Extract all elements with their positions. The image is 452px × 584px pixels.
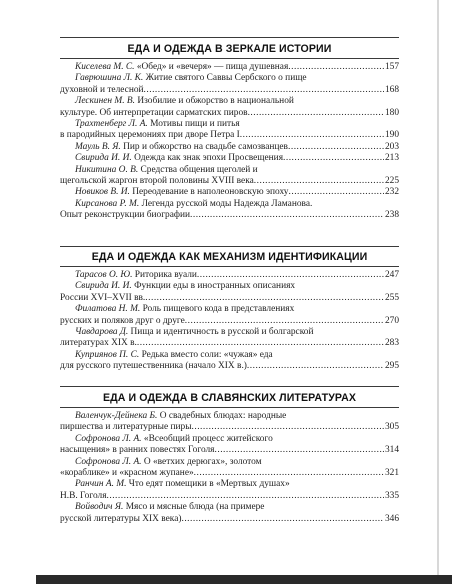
toc-entry[interactable]	[60, 73, 399, 96]
leader-dots	[240, 130, 384, 141]
entry-title-line: Функции еды в иностранных описаниях	[134, 281, 296, 292]
entry-title-line: русских и поляков друг о друге	[60, 315, 185, 326]
entry-author: Лескинен М. В.	[75, 96, 135, 107]
entry-title-line: Средства общения щеголей и	[140, 164, 258, 175]
scan-bottom-band	[36, 575, 452, 584]
leader-dots	[288, 62, 384, 73]
entry-page: 190	[384, 130, 399, 141]
entry-page: 225	[384, 176, 399, 187]
leader-dots	[197, 270, 384, 281]
leader-dots	[289, 187, 384, 198]
entry-title-line: Риторика вуали	[134, 270, 197, 280]
entry-title-line: Пир и обжорство на свадьбе самозванцев	[123, 141, 288, 152]
entry-author: Гаврюшина Л. К.	[75, 73, 144, 84]
toc-section	[60, 386, 399, 525]
toc-entry[interactable]	[60, 270, 399, 281]
section-title: ЕДА И ОДЕЖДА В СЛАВЯНСКИХ ЛИТЕРАТУРАХ	[102, 392, 357, 404]
toc-entry[interactable]	[60, 304, 399, 327]
entry-title-line: Редька вместо соли: «чужая» еда	[141, 349, 273, 360]
toc-section	[60, 43, 399, 222]
toc-entry[interactable]	[60, 142, 399, 153]
entry-page: 283	[384, 338, 399, 349]
toc-entry[interactable]	[60, 502, 399, 525]
entry-page: 270	[384, 315, 399, 326]
toc-entry[interactable]	[60, 457, 399, 480]
entry-title-line: насыщения» в ранних повестях Гоголя	[60, 445, 215, 456]
entry-page: 180	[384, 107, 399, 118]
entry-title-line: «Всеобщий процесс житейского	[143, 433, 273, 444]
entry-author: Киселева М. С.	[75, 62, 135, 72]
entry-author: Софронова Л. А.	[75, 433, 142, 444]
toc-entry[interactable]	[60, 411, 399, 434]
entry-page: 232	[384, 187, 399, 198]
toc-entry[interactable]	[60, 153, 399, 164]
top-rule	[60, 37, 399, 38]
toc-entry[interactable]	[60, 479, 399, 502]
leader-dots	[190, 210, 384, 221]
leader-dots	[283, 153, 384, 164]
entry-author: Свирида И. И.	[75, 281, 132, 292]
entry-title-line: Н.В. Гоголя	[60, 490, 107, 501]
entry-author: Филатова Н. М.	[75, 304, 141, 315]
entry-page: 314	[384, 445, 399, 456]
entry-page: 321	[384, 468, 399, 479]
entry-author: Тарасов О. Ю.	[75, 270, 133, 280]
toc-entry[interactable]	[60, 434, 399, 457]
leader-dots	[248, 108, 384, 119]
leader-dots	[194, 468, 384, 479]
entry-author: Войводич Я.	[75, 502, 124, 513]
entry-title-line: в пародийных церемониях при дворе Петра I	[60, 130, 240, 141]
entry-title-line: Легенда русской моды Надежда Ламанова.	[141, 198, 313, 209]
entry-title-line: пиршества и литературные пиры	[60, 422, 192, 433]
leader-dots	[107, 491, 384, 502]
leader-dots	[288, 142, 384, 153]
toc-section	[60, 246, 399, 373]
toc-entry[interactable]	[60, 327, 399, 350]
entry-title-line: О «ветхих дерюгах», золотом	[143, 456, 262, 467]
entry-title-line: щегольской жаргон второй половины XVIII века	[60, 176, 254, 187]
entry-author: Никитина О. В.	[75, 164, 139, 175]
entry-title-line: Мотивы пищи и питья	[150, 119, 240, 130]
entry-title-line: Пища и идентичность в русской и болгарской	[130, 327, 314, 338]
toc-entry[interactable]	[60, 199, 399, 222]
entry-author: Ранчин А. М.	[75, 479, 127, 490]
entry-author: Мауль В. Я.	[75, 141, 121, 152]
toc-entry[interactable]	[60, 165, 399, 188]
entry-title-line: литературах XIX в.	[60, 338, 137, 349]
entry-author: Чавдарова Д.	[75, 327, 129, 338]
section-rule	[60, 407, 399, 408]
toc-entry[interactable]	[60, 119, 399, 142]
entry-title-line: Изобилие и обжорство в национальной	[137, 96, 294, 107]
entry-author: Куприянов П. С.	[75, 349, 140, 360]
entry-title-line: для русского путешественника (начало XIX в.)	[60, 361, 247, 372]
entry-title-line: духовной и телесной	[60, 84, 144, 95]
section-title: ЕДА И ОДЕЖДА КАК МЕХАНИЗМ ИДЕНТИФИКАЦИИ	[91, 251, 368, 263]
entry-title-line: русской литературы XIX века)	[60, 513, 182, 524]
entry-page: 247	[384, 270, 399, 280]
entry-page: 238	[384, 210, 399, 221]
entry-page: 295	[384, 361, 399, 372]
leader-dots	[181, 514, 383, 525]
section-rule	[60, 58, 399, 59]
leader-dots	[247, 361, 384, 372]
entry-author: Валенчук-Дейнека Б.	[75, 411, 158, 421]
entry-page: 213	[384, 153, 399, 164]
entry-page: 335	[384, 490, 399, 501]
entry-page: 203	[384, 141, 399, 152]
entry-author: Свирида И. И.	[75, 153, 132, 164]
entry-page: 168	[384, 84, 399, 95]
entry-page: 346	[384, 513, 399, 524]
entry-page: 157	[384, 62, 399, 72]
entry-title-line: О свадебных блюдах: народные	[159, 411, 287, 421]
toc-entry[interactable]	[60, 96, 399, 119]
entry-title-line: Мясо и мясные блюда (на примере	[125, 502, 265, 513]
page-edge-shadow	[437, 0, 439, 584]
toc-entry[interactable]	[60, 350, 399, 373]
entry-title-line: «Обед» и «вечеря» — пища душевная	[136, 62, 289, 72]
entry-title-line: Что едят помещики в «Мертвых душах»	[128, 479, 290, 490]
leader-dots	[215, 445, 384, 456]
entry-author: Трахтенберг Л. А.	[75, 119, 148, 130]
toc-entry[interactable]	[60, 281, 399, 304]
entry-title-line: Опыт реконструкции биографии	[60, 210, 191, 221]
entry-title-line: культуре. Об интерпретации сарматских пиров	[60, 107, 248, 118]
entry-author: Софронова Л. А.	[75, 456, 142, 467]
leader-dots	[145, 293, 384, 304]
section-rule	[60, 266, 399, 267]
entry-title-line: Одежда как знак эпохи Просвещения	[134, 153, 284, 164]
toc-entry[interactable]	[60, 187, 399, 198]
section-rule	[60, 386, 399, 387]
leader-dots	[254, 176, 384, 187]
entry-author: Кирсанова Р. М.	[75, 198, 140, 209]
section-rule	[60, 246, 399, 247]
leader-dots	[137, 338, 384, 349]
entry-title-line: Житие святого Саввы Сербского о пище	[145, 73, 307, 84]
toc-entry[interactable]	[60, 62, 399, 73]
entry-author: Новиков В. И.	[75, 187, 130, 198]
entry-page: 305	[384, 422, 399, 433]
entry-title-line: России XVI–XVII вв.	[60, 292, 146, 303]
section-title: ЕДА И ОДЕЖДА В ЗЕРКАЛЕ ИСТОРИИ	[127, 43, 332, 55]
leader-dots	[144, 85, 384, 96]
leader-dots	[192, 422, 384, 433]
entry-title-line: Переодевание в наполеоновскую эпоху	[132, 187, 289, 198]
entry-title-line: Роль пищевого кода в представлениях	[142, 304, 295, 315]
entry-page: 255	[384, 292, 399, 303]
entry-title-line: «кораблике» и «красном жупане»	[60, 468, 194, 479]
leader-dots	[185, 316, 384, 327]
